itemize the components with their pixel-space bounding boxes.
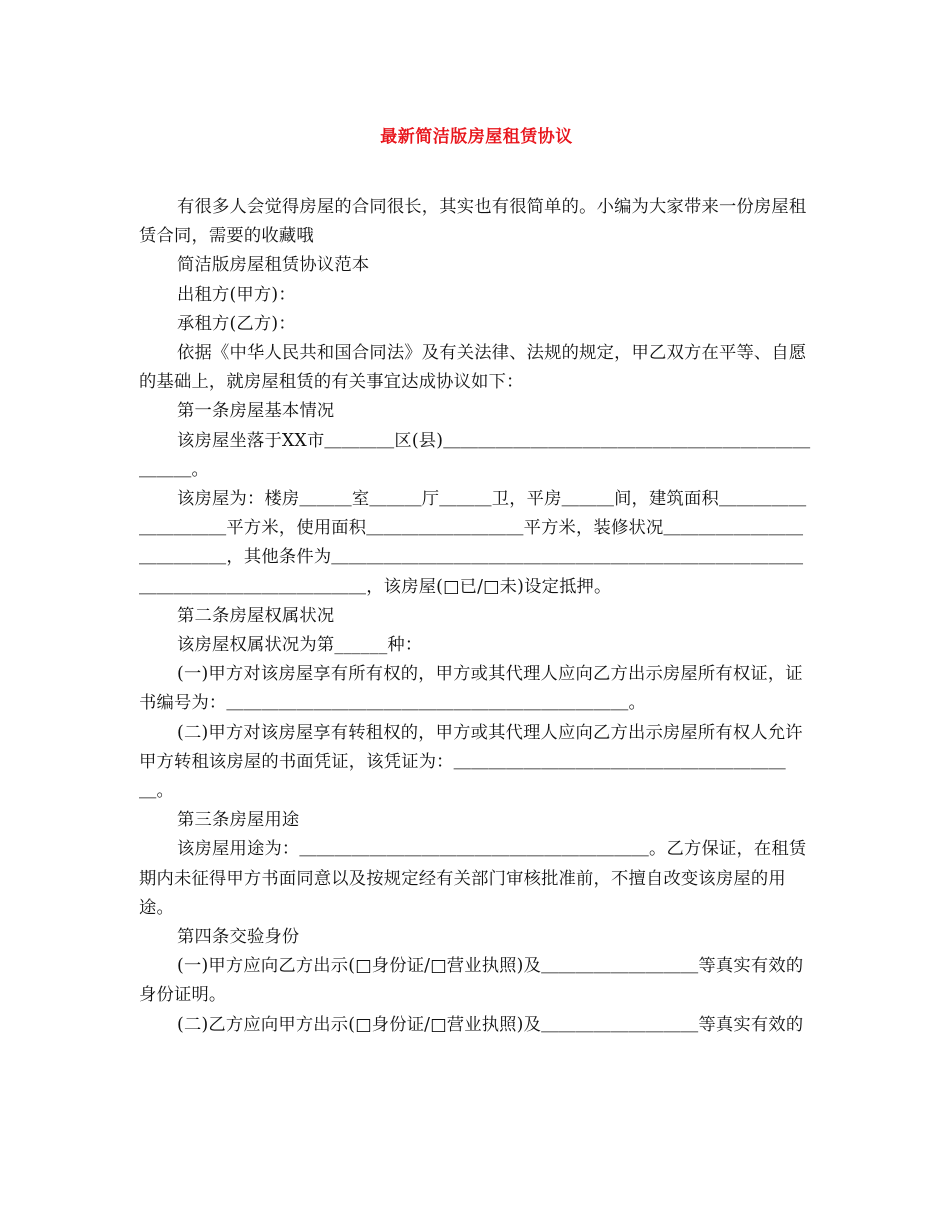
document-body xyxy=(139,193,814,1040)
paragraph-ownership-type: 该房屋权属状况为第______种： xyxy=(177,635,423,656)
paragraph-ownership-2: (二)甲方对该房屋享有转租权的，甲方或其代理人应向乙方出示房屋所有权人允许甲方转租该房屋的书面凭证，该凭证为：＿＿＿＿＿＿＿＿＿＿＿＿＿＿＿＿＿＿＿＿。 xyxy=(139,722,803,802)
heading-article-3: 第三条房屋用途 xyxy=(177,810,300,831)
paragraph-usage: 该房屋用途为：＿＿＿＿＿＿＿＿＿＿＿＿＿＿＿＿＿＿＿＿。乙方保证，在租赁期内未征得甲方书面同意以及按规定经有关部门审核批准前，不擅自改变该房屋的用途。 xyxy=(139,839,807,918)
paragraph-house-details: 该房屋为：楼房＿＿＿室＿＿＿厅＿＿＿卫，平房＿＿＿间，建筑面积＿＿＿＿＿＿＿＿＿＿平方米，使用面积＿＿＿＿＿＿＿＿＿平方米，装修状况＿＿＿＿＿＿＿＿＿＿＿＿＿，其他条件为＿＿＿＿＿＿＿＿＿＿＿＿＿＿＿＿＿＿＿＿＿＿＿＿＿＿＿＿＿＿＿＿＿＿＿＿＿＿＿＿，该房屋(□已/□未)设定抵押。 xyxy=(139,489,807,597)
paragraph-lessee: 承租方(乙方)： xyxy=(177,313,296,334)
paragraph-ownership-1: (一)甲方对该房屋享有所有权的，甲方或其代理人应向乙方出示房屋所有权证，证书编号为：＿＿＿＿＿＿＿＿＿＿＿＿＿＿＿＿＿＿＿＿＿＿＿。 xyxy=(139,664,803,714)
paragraph-identity-2: (二)乙方应向甲方出示(□身份证/□营业执照)及＿＿＿＿＿＿＿＿＿等真实有效的 xyxy=(177,1014,804,1035)
heading-article-4: 第四条交验身份 xyxy=(177,927,300,948)
paragraph-lessor: 出租方(甲方)： xyxy=(177,284,296,305)
paragraph-location: 该房屋坐落于XX市＿＿＿＿区(县)＿＿＿＿＿＿＿＿＿＿＿＿＿＿＿＿＿＿＿＿＿＿＿＿。 xyxy=(139,430,811,480)
paragraph-legal-basis: 依据《中华人民共和国合同法》及有关法律、法规的规定，甲乙双方在平等、自愿的基础上，就房屋租赁的有关事宜达成协议如下： xyxy=(139,343,807,393)
heading-article-2: 第二条房屋权属状况 xyxy=(177,605,335,626)
heading-article-1: 第一条房屋基本情况 xyxy=(177,401,335,422)
paragraph-identity-1: (一)甲方应向乙方出示(□身份证/□营业执照)及＿＿＿＿＿＿＿＿＿等真实有效的身份证明。 xyxy=(139,956,804,1006)
document-title: 最新简洁版房屋租赁协议 xyxy=(380,127,573,147)
paragraph-intro: 有很多人会觉得房屋的合同很长，其实也有很简单的。小编为大家带来一份房屋租赁合同，需要的收藏哦 xyxy=(139,197,807,247)
paragraph-template-name: 简洁版房屋租赁协议范本 xyxy=(177,255,370,276)
